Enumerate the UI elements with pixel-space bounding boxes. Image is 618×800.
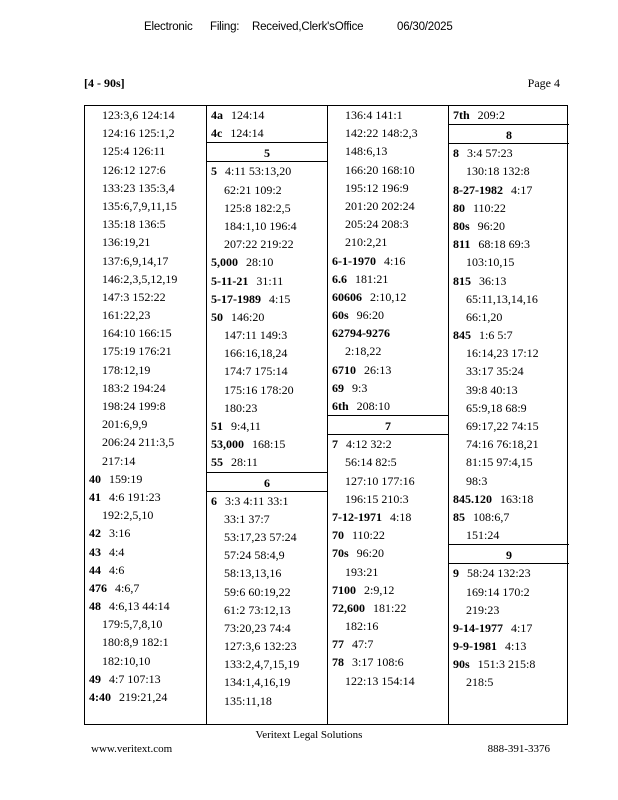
index-entry	[328, 508, 448, 526]
index-entry	[85, 470, 206, 488]
index-entry	[85, 579, 206, 597]
index-refs: 4:6 191:23	[109, 489, 161, 504]
index-refs-continuation: 53:17,23 57:24	[224, 529, 297, 544]
index-refs-continuation: 161:22,23	[102, 308, 151, 323]
index-refs: 3:3 4:11 33:1	[225, 493, 289, 508]
index-refs: 163:18	[500, 491, 534, 506]
index-refs-continuation: 33:17 35:24	[466, 364, 524, 379]
index-refs-continuation: 178:12,19	[102, 362, 151, 377]
index-column-2	[206, 106, 327, 724]
index-refs-continuation: 210:2,21	[345, 235, 388, 250]
index-entry	[449, 272, 569, 290]
index-word: 77	[332, 637, 344, 652]
index-refs-continuation: 166:20 168:10	[345, 162, 415, 177]
index-word: 51	[211, 419, 223, 433]
index-refs-continuation: 135:6,7,9,11,15	[102, 198, 177, 213]
index-word: 845	[453, 328, 471, 343]
index-word: 49	[89, 671, 101, 686]
index-entry	[449, 655, 569, 673]
letter-heading: 5	[207, 142, 327, 162]
index-refs-continuation: 16:14,23 17:12	[466, 346, 539, 361]
index-word: 60s	[332, 308, 349, 323]
index-refs-continuation: 137:6,9,14,17	[102, 253, 169, 268]
index-entry	[328, 324, 448, 342]
index-refs-continuation: 184:1,10 196:4	[224, 218, 297, 233]
index-refs-continuation: 169:14 170:2	[466, 584, 530, 599]
index-refs: 1:6 5:7	[479, 328, 513, 343]
index-refs-continuation: 136:19,21	[102, 235, 151, 250]
index-refs-continuation: 201:6,9,9	[102, 417, 148, 432]
index-entry	[449, 144, 569, 162]
index-refs-continuation: 219:23	[466, 602, 500, 617]
index-refs-continuation: 127:10 177:16	[345, 473, 415, 488]
index-refs: 68:18 69:3	[478, 237, 531, 252]
index-refs: 110:22	[352, 528, 385, 543]
index-entry	[449, 181, 569, 199]
index-refs-continuation: 206:24 211:3,5	[102, 435, 175, 450]
index-entry	[85, 597, 206, 615]
index-word: 72,600	[332, 600, 365, 615]
index-word: 85	[453, 509, 465, 524]
index-refs: 208:10	[356, 399, 391, 413]
index-refs-continuation: 183:2 194:24	[102, 380, 166, 395]
index-refs: 3:4 57:23	[467, 146, 513, 161]
index-word: 40	[89, 471, 101, 486]
index-refs-continuation: 127:3,6 132:23	[224, 639, 297, 654]
index-refs: 4:16	[384, 253, 406, 268]
index-refs: 9:3	[352, 380, 368, 395]
index-refs: 146:20	[231, 309, 265, 324]
index-word: 4a	[211, 108, 223, 122]
index-refs: 96:20	[356, 546, 385, 561]
index-refs-continuation: 207:22 219:22	[224, 237, 294, 252]
letter-heading: 9	[449, 544, 569, 564]
footer-website: www.veritext.com	[91, 743, 173, 755]
index-refs: 4:17	[511, 620, 533, 635]
index-word: 9-14-1977	[453, 620, 503, 635]
letter-heading: 8	[449, 124, 569, 144]
index-entry	[207, 492, 327, 510]
index-word: 50	[211, 309, 223, 324]
index-refs-continuation: 195:12 196:9	[345, 180, 409, 195]
index-entry	[207, 253, 327, 271]
index-word: 80	[453, 200, 465, 215]
index-word: 7	[332, 437, 338, 452]
index-word: 9-9-1981	[453, 639, 497, 654]
index-entry	[449, 637, 569, 655]
index-refs-continuation: 180:23	[224, 400, 258, 415]
index-entry	[207, 106, 327, 124]
index-refs-continuation: 136:4 141:1	[345, 108, 403, 122]
index-word: 6.6	[332, 271, 347, 286]
index-word: 6	[211, 493, 217, 508]
index-refs-continuation: 151:24	[466, 528, 500, 543]
index-refs-continuation: 65:11,13,14,16	[466, 291, 538, 306]
index-refs: 209:2	[477, 108, 506, 122]
index-refs: 28:10	[246, 255, 274, 270]
index-refs-continuation: 164:10 166:15	[102, 326, 172, 341]
index-entry	[328, 435, 448, 453]
index-refs-continuation: 182:10,10	[102, 653, 151, 668]
index-word: 5-17-1989	[211, 291, 261, 306]
index-entry	[85, 688, 206, 706]
page-number: Page 4	[527, 76, 560, 90]
index-refs: 4:6,7	[115, 580, 140, 595]
index-word: 70s	[332, 546, 349, 561]
index-refs: 181:22	[373, 600, 407, 615]
index-refs: 4:18	[390, 509, 412, 524]
index-refs: 151:3 215:8	[477, 657, 536, 672]
index-refs-continuation: 193:21	[345, 564, 379, 579]
index-refs: 219:21,24	[119, 690, 168, 704]
index-column-1	[85, 106, 206, 724]
index-refs: 96:20	[477, 218, 506, 233]
index-entry	[328, 361, 448, 379]
index-refs-continuation: 81:15 97:4,15	[466, 455, 533, 470]
index-entry	[85, 543, 206, 561]
index-word: 80s	[453, 218, 470, 233]
index-refs-continuation: 65:9,18 68:9	[466, 400, 527, 415]
index-entry	[328, 526, 448, 544]
index-word: 4c	[211, 126, 223, 141]
index-entry	[207, 162, 327, 180]
index-entry	[207, 435, 327, 453]
index-word: 845.120	[453, 491, 492, 506]
index-word: 5-11-21	[211, 273, 249, 288]
index-refs-continuation: 179:5,7,8,10	[102, 617, 163, 632]
index-word: 6th	[332, 399, 349, 413]
index-refs: 124:14	[231, 108, 265, 122]
letter-heading: 6	[207, 472, 327, 492]
index-refs: 96:20	[356, 308, 385, 323]
index-word: 43	[89, 544, 101, 559]
index-refs-continuation: 135:11,18	[224, 693, 272, 708]
index-word: 62794-9276	[332, 326, 390, 341]
index-word: 4:40	[89, 690, 111, 704]
index-refs: 124:14	[230, 126, 264, 141]
index-entry	[328, 599, 448, 617]
index-refs-continuation: 135:18 136:5	[102, 217, 166, 232]
index-entry	[207, 290, 327, 308]
index-refs-continuation: 133:23 135:3,4	[102, 180, 175, 195]
index-refs-continuation: 148:6,13	[345, 144, 388, 159]
index-refs: 168:15	[252, 437, 286, 452]
index-word: 7-12-1971	[332, 509, 382, 524]
index-refs-continuation: 182:16	[345, 619, 379, 634]
index-entry	[207, 272, 327, 290]
index-word: 8-27-1982	[453, 182, 503, 197]
index-refs-continuation: 147:11 149:3	[224, 328, 288, 343]
index-refs-continuation: 125:4 126:11	[102, 144, 166, 159]
index-refs-continuation: 122:13 154:14	[345, 673, 415, 688]
index-entry	[449, 217, 569, 235]
filing-label: Filing:	[210, 21, 240, 33]
index-refs-continuation: 69:17,22 74:15	[466, 419, 539, 433]
index-refs: 3:16	[109, 526, 131, 541]
index-word: 811	[453, 237, 471, 252]
index-word: 60606	[332, 289, 362, 304]
index-refs-continuation: 125:8 182:2,5	[224, 200, 291, 215]
index-entry	[85, 561, 206, 579]
index-refs-continuation: 57:24 58:4,9	[224, 548, 285, 563]
index-word: 7th	[453, 108, 470, 122]
index-refs: 4:17	[511, 182, 533, 197]
index-refs: 47:7	[352, 637, 374, 652]
index-refs-continuation: 217:14	[102, 453, 136, 468]
index-refs: 26:13	[364, 362, 392, 377]
index-entry	[328, 635, 448, 653]
index-entry	[449, 564, 569, 582]
index-refs: 4:15	[269, 291, 291, 306]
index-entry	[328, 379, 448, 397]
index-entry	[207, 453, 327, 471]
index-refs-continuation: 196:15 210:3	[345, 491, 409, 506]
index-refs-continuation: 74:16 76:18,21	[466, 437, 539, 452]
index-word: 90s	[453, 657, 470, 672]
index-refs-continuation: 59:6 60:19,22	[224, 584, 291, 599]
index-refs-continuation: 175:19 176:21	[102, 344, 172, 359]
index-word: 5	[211, 164, 217, 179]
index-refs-continuation: 39:8 40:13	[466, 382, 518, 397]
index-refs-continuation: 62:21 109:2	[224, 182, 282, 197]
index-word: 476	[89, 580, 107, 595]
index-entry	[449, 326, 569, 344]
index-refs-continuation: 198:24 199:8	[102, 399, 166, 413]
index-refs: 108:6,7	[473, 509, 510, 524]
index-refs: 2:10,12	[370, 289, 407, 304]
footer-company: Veritext Legal Solutions	[255, 729, 363, 741]
index-word: 8	[453, 146, 459, 161]
index-refs: 110:22	[473, 200, 506, 215]
index-refs: 4:12 32:2	[346, 437, 392, 452]
index-refs-continuation: 98:3	[466, 473, 488, 488]
index-word: 48	[89, 599, 101, 614]
index-word: 5,000	[211, 255, 238, 270]
index-entry	[328, 306, 448, 324]
index-refs-continuation: 56:14 82:5	[345, 455, 397, 470]
index-word: 78	[332, 655, 344, 670]
index-entry	[207, 124, 327, 142]
index-entry	[449, 235, 569, 253]
index-refs-continuation: 61:2 73:12,13	[224, 602, 291, 617]
index-word: 41	[89, 489, 101, 504]
index-entry	[207, 308, 327, 326]
index-range: [4 - 90s]	[84, 76, 125, 90]
index-entry	[449, 106, 569, 124]
index-word: 53,000	[211, 437, 244, 452]
index-refs-continuation: 133:2,4,7,15,19	[224, 657, 300, 672]
index-refs-continuation: 33:1 37:7	[224, 511, 270, 526]
index-refs-continuation: 123:3,6 124:14	[102, 108, 175, 122]
index-word: 70	[332, 528, 344, 543]
index-entry	[328, 581, 448, 599]
index-word: 9	[453, 566, 459, 581]
index-word: 69	[332, 380, 344, 395]
index-column-4	[448, 106, 569, 724]
index-refs: 159:19	[109, 471, 143, 486]
index-refs: 2:9,12	[364, 582, 395, 597]
index-refs-continuation: 2:18,22	[345, 344, 382, 359]
index-word: 815	[453, 273, 471, 288]
index-refs-continuation: 174:7 175:14	[224, 364, 288, 379]
index-entry	[449, 619, 569, 637]
filing-electronic: Electronic	[144, 21, 193, 33]
index-refs: 4:11 53:13,20	[225, 164, 292, 179]
index-word: 6-1-1970	[332, 253, 376, 268]
index-refs-continuation: 146:2,3,5,12,19	[102, 271, 178, 286]
index-column-3	[327, 106, 448, 724]
index-refs: 36:13	[479, 273, 507, 288]
filing-date: 06/30/2025	[397, 21, 453, 33]
index-refs: 4:6	[109, 562, 125, 577]
index-refs-continuation: 201:20 202:24	[345, 198, 415, 213]
index-refs-continuation: 166:16,18,24	[224, 346, 288, 361]
index-refs-continuation: 130:18 132:8	[466, 164, 530, 179]
index-word: 44	[89, 562, 101, 577]
index-refs-continuation: 147:3 152:22	[102, 289, 166, 304]
index-refs-continuation: 205:24 208:3	[345, 217, 409, 232]
index-refs: 4:4	[109, 544, 125, 559]
index-entry	[328, 270, 448, 288]
index-refs: 3:17 108:6	[352, 655, 404, 670]
index-entry	[449, 508, 569, 526]
index-refs: 31:11	[256, 273, 284, 288]
index-grid	[84, 105, 568, 725]
index-refs: 4:7 107:13	[109, 671, 161, 686]
index-entry	[449, 490, 569, 508]
index-word: 42	[89, 526, 101, 541]
index-refs-continuation: 124:16 125:1,2	[102, 126, 175, 141]
index-entry	[449, 199, 569, 217]
index-word: 7100	[332, 582, 356, 597]
index-entry	[85, 488, 206, 506]
index-refs: 28:11	[231, 455, 258, 470]
index-refs-continuation: 180:8,9 182:1	[102, 635, 169, 650]
index-refs-continuation: 58:13,13,16	[224, 566, 282, 581]
index-refs: 58:24 132:23	[467, 566, 531, 581]
index-refs: 181:21	[355, 271, 389, 286]
index-refs: 4:6,13 44:14	[109, 599, 170, 614]
index-entry	[328, 288, 448, 306]
letter-heading: 7	[328, 415, 448, 435]
index-entry	[207, 417, 327, 435]
index-refs-continuation: 73:20,23 74:4	[224, 620, 291, 635]
index-entry	[328, 653, 448, 671]
index-refs-continuation: 126:12 127:6	[102, 162, 166, 177]
footer-phone: 888-391-3376	[487, 743, 550, 755]
index-refs-continuation: 66:1,20	[466, 309, 503, 324]
index-refs-continuation: 103:10,15	[466, 255, 515, 270]
index-refs-continuation: 192:2,5,10	[102, 508, 154, 523]
index-entry	[328, 252, 448, 270]
index-refs: 4:13	[505, 639, 527, 654]
index-refs-continuation: 218:5	[466, 675, 494, 690]
index-refs-continuation: 142:22 148:2,3	[345, 126, 418, 141]
filing-received: Received,Clerk'sOffice	[252, 21, 364, 33]
index-entry	[328, 544, 448, 562]
index-refs-continuation: 175:16 178:20	[224, 382, 294, 397]
index-word: 55	[211, 455, 223, 470]
index-entry	[328, 397, 448, 415]
index-refs: 9:4,11	[231, 419, 261, 433]
index-entry	[85, 670, 206, 688]
index-entry	[85, 524, 206, 542]
index-word: 6710	[332, 362, 356, 377]
index-refs-continuation: 134:1,4,16,19	[224, 675, 291, 690]
